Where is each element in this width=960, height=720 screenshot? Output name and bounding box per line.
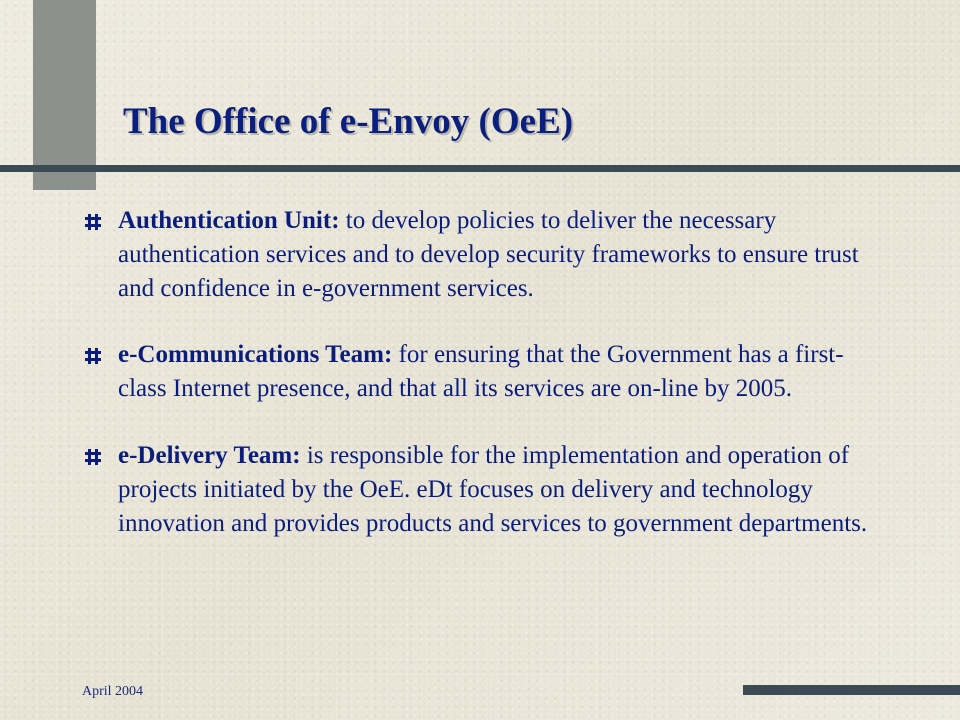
bullet-term: e-Communications Team: [118,341,393,368]
bullet-list [84,204,884,573]
slide-title: The Office of e-Envoy (OeE) [123,101,574,142]
bullet-text: to develop policies to deliver the necessary authentication services and to develop security frameworks to ensure trust and confidence in e-government services. [118,207,859,302]
bullet-term: Authentication Unit: [118,207,340,234]
bullet-text: is responsible for the implementation and operation of projects initiated by the OeE. eDt focuses on delivery and technology innovation and provides products and services to government departments. [118,442,868,537]
footer-date: April 2004 [82,684,144,699]
bullet-item-e-communications-team [84,338,884,406]
bullet-term: e-Delivery Team: [118,442,301,469]
title-rule [0,165,960,172]
hash-bullet-icon [84,213,102,231]
decorative-vertical-bar [33,0,96,190]
bullet-item-e-delivery-team [84,439,884,541]
bullet-item-authentication-unit [84,204,884,306]
bullet-text: for ensuring that the Government has a first-class Internet presence, and that all its services are on-line by 2005. [118,341,844,402]
footer-rule [743,685,960,695]
hash-bullet-icon [84,448,102,466]
hash-bullet-icon [84,347,102,365]
